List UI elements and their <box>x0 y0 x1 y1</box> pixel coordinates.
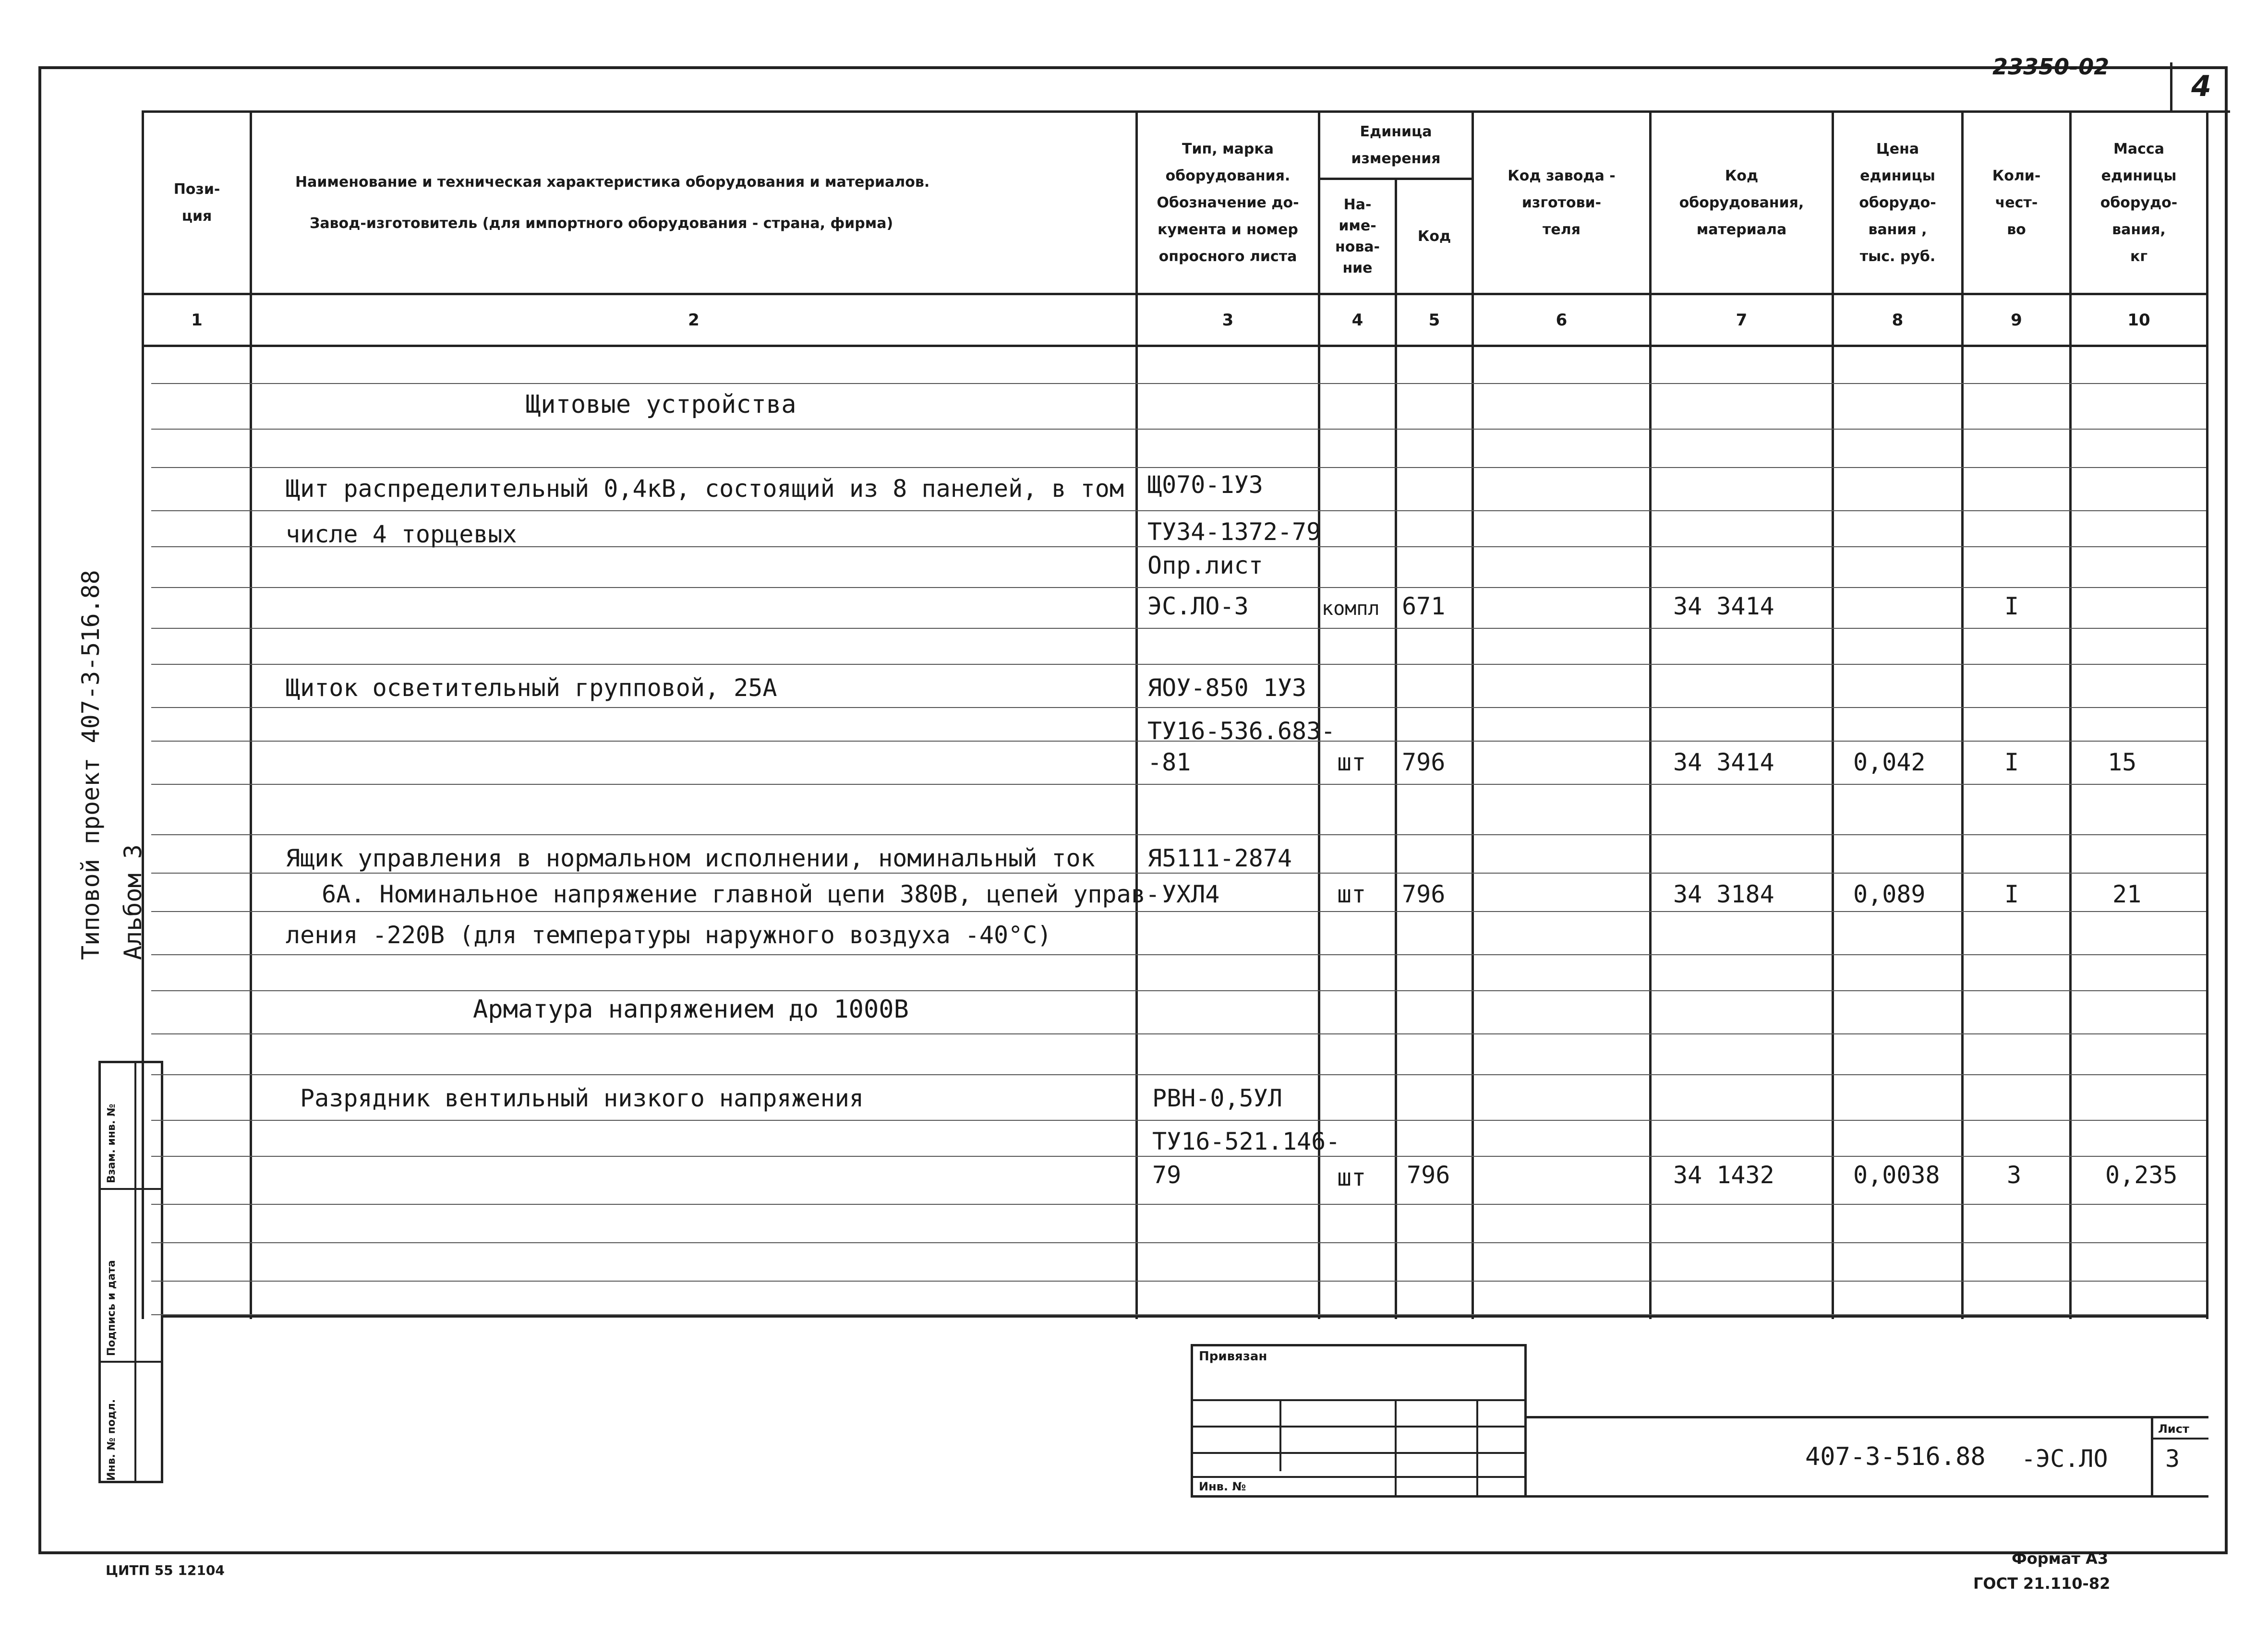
side-project: Типовой проект 407-3-516.88 <box>77 570 105 960</box>
list-item: компл <box>1322 598 1380 620</box>
list-item: Щиток осветительный групповой, 25А <box>286 674 777 702</box>
row-rule <box>151 1033 2206 1034</box>
corner-page: 4 <box>2191 70 2211 103</box>
list-item: Разрядник вентильный низкого напряжения <box>300 1084 864 1112</box>
footer-left: ЦИТП 55 12104 <box>106 1562 225 1578</box>
list-item: Я5111-2874 <box>1147 844 1292 872</box>
list-item: 796 <box>1402 880 1446 908</box>
list-item: ТУ16-536.683- <box>1147 717 1336 745</box>
list-item: 0,042 <box>1853 748 1926 776</box>
list-item: РВН-0,5УЛ <box>1152 1084 1282 1112</box>
list-item: -81 <box>1147 748 1191 776</box>
linked-stamp <box>1191 1344 1527 1498</box>
list-item: 671 <box>1402 592 1446 620</box>
header-quantity: Коли- чест- во <box>1963 112 2071 294</box>
list-item: шт <box>1337 880 1366 908</box>
header-type: Тип, марка оборудования. Обозначение до- кумента и номер опросного листа <box>1137 112 1319 294</box>
row-rule <box>151 510 2206 511</box>
list-item: 6А. Номинальное напряжение главной цепи 380В, цепей управ- <box>322 880 1160 908</box>
row-rule <box>151 834 2206 835</box>
row-rule <box>151 1242 2206 1243</box>
sheet-number: 3 <box>2165 1445 2180 1473</box>
list-item: 3 <box>2007 1161 2022 1189</box>
header-factory-code: Код завода - изготови- теля <box>1473 112 1651 294</box>
list-item: I <box>2004 748 2019 776</box>
list-item: Ящик управления в нормальном исполнении, номинальный ток <box>286 844 1095 872</box>
list-item: УХЛ4 <box>1162 880 1220 908</box>
list-item: 34 3414 <box>1673 748 1774 776</box>
list-item: 796 <box>1402 748 1446 776</box>
list-item: 0,089 <box>1853 880 1926 908</box>
stamp-label-replace: Взам. инв. № <box>106 1104 118 1183</box>
header-equipment-code: Код оборудования, материала <box>1651 112 1833 294</box>
list-item: шт <box>1337 748 1366 776</box>
header-table <box>142 110 2208 347</box>
list-item: 34 3184 <box>1673 880 1774 908</box>
row-rule <box>151 1156 2206 1157</box>
row-rule <box>151 1074 2206 1075</box>
sheet-label: Лист <box>2158 1422 2189 1436</box>
list-item: 15 <box>2108 748 2137 776</box>
list-item: 79 <box>1152 1161 1182 1189</box>
row-rule <box>151 911 2206 912</box>
list-item: 34 3414 <box>1673 592 1774 620</box>
row-rule <box>151 1281 2206 1282</box>
row-rule <box>151 784 2206 785</box>
list-item: 21 <box>2112 880 2142 908</box>
list-item: шт <box>1337 1164 1366 1191</box>
list-item: ления -220В (для температуры наружного воздуха -40°С) <box>286 921 1052 949</box>
corner-page-box <box>2170 62 2230 113</box>
row-rule <box>151 873 2206 874</box>
section-title-fittings: Арматура напряжением до 1000В <box>473 995 909 1024</box>
list-item: Опр.лист <box>1147 552 1263 579</box>
table-body <box>142 345 2206 1319</box>
corner-code: 23350-02 <box>1992 54 2110 80</box>
list-item: ЯОУ-850 1УЗ <box>1147 674 1307 702</box>
column-numbers-row: 1 2 3 4 5 6 7 8 9 10 <box>143 294 2208 346</box>
list-item: Щ070-1УЗ <box>1147 471 1263 499</box>
sheet-box <box>2151 1418 2208 1495</box>
row-rule <box>151 664 2206 665</box>
section-title-panels: Щитовые устройства <box>526 390 796 419</box>
list-item: 796 <box>1407 1161 1450 1189</box>
header-mass: Масса единицы оборудо- вания, кг <box>2071 112 2208 294</box>
list-item: ТУ16-521.146- <box>1152 1128 1340 1155</box>
row-rule <box>151 587 2206 588</box>
header-name: Наименование и техническая характеристика оборудования и материалов. Завод-изготовитель (для импортного оборудования - страна, фирма) <box>251 112 1137 294</box>
stamp-label-signature: Подпись и дата <box>106 1260 118 1356</box>
row-rule <box>151 628 2206 629</box>
list-item: числе 4 торцевых <box>286 520 517 548</box>
side-album: Альбом 3 <box>119 844 147 960</box>
row-rule <box>151 383 2206 384</box>
list-item: I <box>2004 880 2019 908</box>
linked-label: Привязан <box>1199 1349 1267 1364</box>
header-position: Пози- ция <box>143 112 251 294</box>
list-item: 34 1432 <box>1673 1161 1774 1189</box>
doc-code: 407-3-516.88 <box>1805 1442 1986 1471</box>
list-item: 0,235 <box>2105 1161 2178 1189</box>
header-price: Цена единицы оборудо- вания , тыс. руб. <box>1833 112 1963 294</box>
header-unit-name: На- име- нова- ние <box>1319 179 1396 294</box>
row-rule <box>151 1204 2206 1205</box>
row-rule <box>151 990 2206 991</box>
inv-label: Инв. № <box>1199 1480 1246 1493</box>
row-rule <box>151 1120 2206 1121</box>
stamp-label-inv: Инв. № подл. <box>106 1399 118 1481</box>
row-rule <box>151 954 2206 955</box>
row-rule <box>151 467 2206 468</box>
footer-format: Формат А3 <box>2012 1549 2109 1568</box>
header-unit: Единица измерения <box>1319 112 1473 179</box>
list-item: ЭС.ЛО-3 <box>1147 592 1249 620</box>
row-rule <box>151 429 2206 430</box>
footer-gost: ГОСТ 21.110-82 <box>1973 1574 2111 1593</box>
list-item: ТУ34-1372-79 <box>1147 518 1321 546</box>
list-item: I <box>2004 592 2019 620</box>
doc-suffix: -ЭС.ЛО <box>2021 1445 2108 1473</box>
row-rule <box>151 707 2206 708</box>
list-item: 0,0038 <box>1853 1161 1940 1189</box>
header-unit-code: Код <box>1396 179 1473 294</box>
list-item: Щит распределительный 0,4кВ, состоящий из 8 панелей, в том <box>286 475 1124 503</box>
